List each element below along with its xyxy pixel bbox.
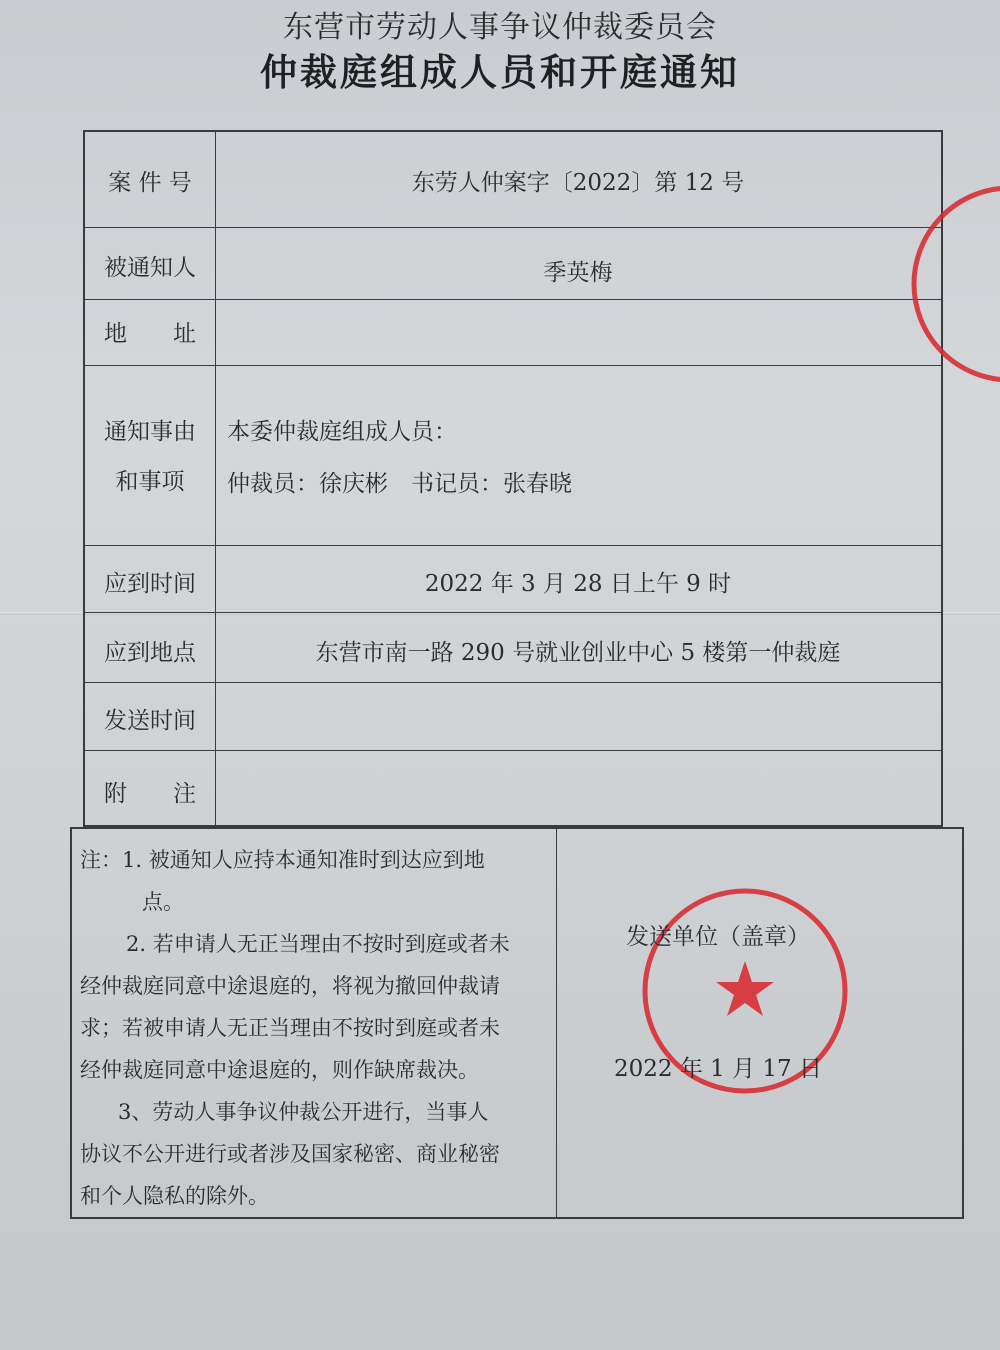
reason-label-line1: 通知事由 bbox=[104, 419, 196, 445]
remark-label: 附 注 bbox=[104, 781, 196, 807]
row-divider bbox=[85, 750, 941, 751]
note-line: 经仲裁庭同意中途退庭的，将视为撤回仲裁请 bbox=[80, 974, 500, 998]
note-line: 点。 bbox=[142, 890, 184, 914]
reason-line1: 本委仲裁庭组成人员： bbox=[227, 419, 457, 445]
row-divider bbox=[85, 365, 941, 366]
case-no-label: 案 件 号 bbox=[108, 170, 192, 196]
send-date: 2022 年 1 月 17 日 bbox=[614, 1056, 822, 1082]
partial-seal bbox=[900, 182, 1000, 386]
place-value: 东营市南一路 290 号就业创业中心 5 楼第一仲裁庭 bbox=[315, 640, 841, 666]
notes-divider bbox=[556, 829, 557, 1217]
reason-line2: 仲裁员：徐庆彬 书记员：张春晓 bbox=[227, 471, 572, 497]
notes-text bbox=[80, 839, 546, 1217]
row-divider bbox=[85, 612, 941, 613]
address-label: 地 址 bbox=[104, 321, 196, 347]
note-line: 经仲裁庭同意中途退庭的，则作缺席裁决。 bbox=[80, 1058, 479, 1082]
time-value: 2022 年 3 月 28 日上午 9 时 bbox=[424, 571, 732, 597]
row-divider bbox=[85, 682, 941, 683]
row-divider bbox=[85, 299, 941, 300]
notified-value: 季英梅 bbox=[543, 260, 613, 286]
notified-label: 被通知人 bbox=[104, 255, 196, 281]
sender-label: 发送单位（盖章） bbox=[626, 924, 810, 950]
note-line: 求；若被申请人无正当理由不按时到庭或者未 bbox=[80, 1016, 500, 1040]
label-column-divider bbox=[215, 132, 216, 825]
org-name: 东营市劳动人事争议仲裁委员会 bbox=[283, 10, 717, 45]
note-line: 注：1. 被通知人应持本通知准时到达应到地 bbox=[80, 848, 485, 872]
reason-label-line2: 和事项 bbox=[115, 469, 185, 495]
case-no-value: 东劳人仲案字〔2022〕第 12 号 bbox=[411, 170, 745, 196]
row-divider bbox=[85, 227, 941, 228]
document-title: 仲裁庭组成人员和开庭通知 bbox=[260, 50, 740, 94]
note-line: 和个人隐私的除外。 bbox=[80, 1184, 269, 1208]
row-divider bbox=[85, 545, 941, 546]
note-line: 3、劳动人事争议仲裁公开进行，当事人 bbox=[118, 1100, 489, 1124]
note-line: 2. 若申请人无正当理由不按时到庭或者未 bbox=[126, 932, 510, 956]
place-label: 应到地点 bbox=[104, 640, 196, 666]
send-time-label: 发送时间 bbox=[104, 708, 196, 734]
note-line: 协议不公开进行或者涉及国家秘密、商业秘密 bbox=[80, 1142, 500, 1166]
time-label: 应到时间 bbox=[104, 571, 196, 597]
notice-form bbox=[83, 130, 943, 827]
